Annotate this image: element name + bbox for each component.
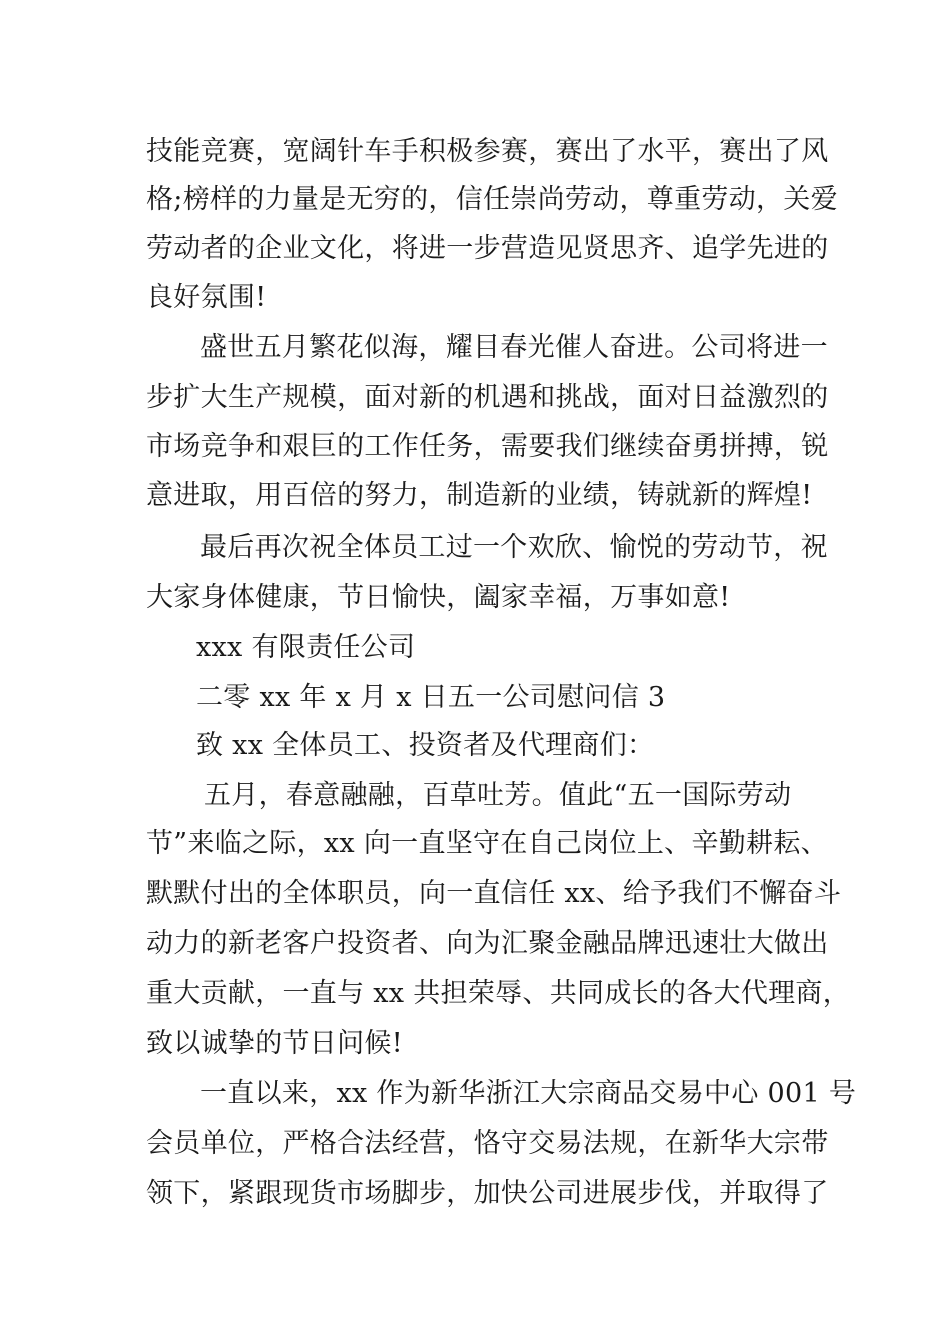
text-line: 良好氛围!	[146, 282, 267, 313]
text-line: 技能竞赛，宽阔针车手积极参赛，赛出了水平，赛出了风	[146, 136, 829, 167]
text-line: 默默付出的全体职员，向一直信任 xx、给予我们不懈奋斗	[146, 878, 842, 909]
date-and-title: 二零 xx 年 x 月 x 日五一公司慰问信 3	[196, 682, 666, 713]
text-line: 一直以来，xx 作为新华浙江大宗商品交易中心 001 号	[200, 1078, 857, 1109]
salutation: 致 xx 全体员工、投资者及代理商们：	[196, 730, 655, 761]
text-line: 劳动者的企业文化，将进一步营造见贤思齐、追学先进的	[146, 233, 829, 264]
text-line: 五月，春意融融，百草吐芳。值此“五一国际劳动	[204, 780, 792, 811]
text-line: 重大贡献，一直与 xx 共担荣辱、共同成长的各大代理商，	[146, 978, 851, 1009]
company-name: xxx 有限责任公司	[196, 632, 416, 663]
text-line: 动力的新老客户投资者、向为汇聚金融品牌迅速壮大做出	[146, 928, 829, 959]
text-line: 格;榜样的力量是无穷的，信任崇尚劳动，尊重劳动，关爱	[146, 184, 838, 215]
text-line: 大家身体健康，节日愉快，阖家幸福，万事如意!	[146, 582, 731, 613]
text-line: 致以诚挚的节日问候!	[146, 1028, 403, 1059]
text-line: 领下，紧跟现货市场脚步，加快公司进展步伐，并取得了	[146, 1178, 829, 1209]
text-line: 会员单位，严格合法经营，恪守交易法规，在新华大宗带	[146, 1128, 829, 1159]
text-line: 步扩大生产规模，面对新的机遇和挑战，面对日益激烈的	[146, 382, 829, 413]
text-line: 节”来临之际，xx 向一直坚守在自己岗位上、辛勤耕耘、	[146, 828, 828, 859]
text-line: 意进取，用百倍的努力，制造新的业绩，铸就新的辉煌!	[146, 480, 813, 511]
text-line: 最后再次祝全体员工过一个欢欣、愉悦的劳动节，祝	[200, 532, 828, 563]
text-line: 盛世五月繁花似海，耀目春光催人奋进。公司将进一	[200, 332, 828, 363]
text-line: 市场竞争和艰巨的工作任务，需要我们继续奋勇拼搏，锐	[146, 431, 829, 462]
